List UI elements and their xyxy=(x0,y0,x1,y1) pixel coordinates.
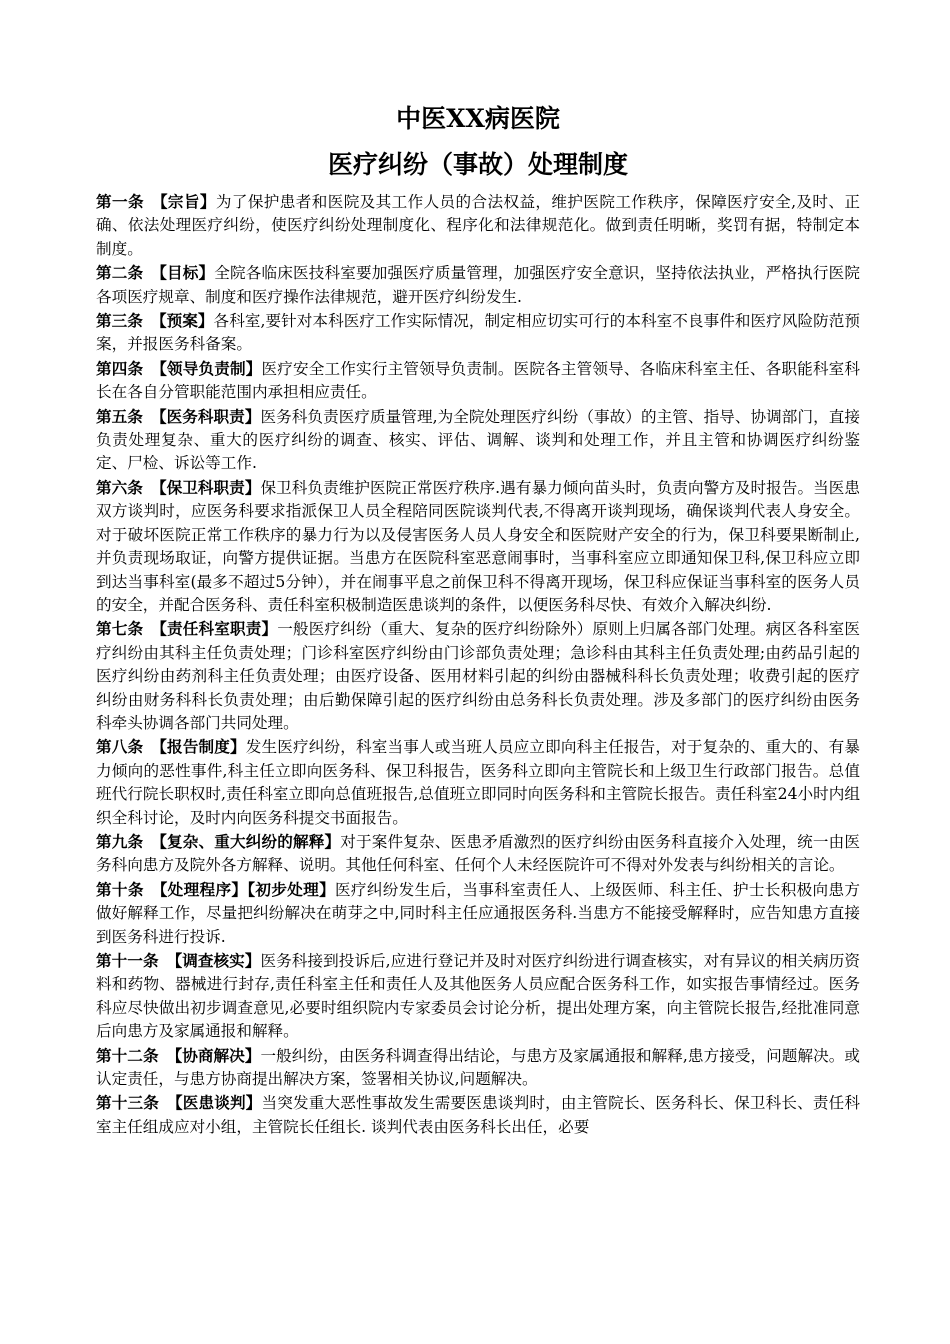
article-4 xyxy=(96,357,860,405)
article-heading: 【宗旨】 xyxy=(151,192,216,211)
article-number: 第八条 xyxy=(96,737,144,757)
document-title-regulation: 医疗纠纷（事故）处理制度 xyxy=(327,150,628,179)
article-number: 第十二条 xyxy=(96,1045,159,1065)
article-heading: 【预案】 xyxy=(150,311,214,331)
document-title-hospital: 中医XX病医院 xyxy=(396,104,560,133)
article-11 xyxy=(96,949,860,1044)
article-heading: 【协商解决】 xyxy=(166,1045,261,1065)
article-8 xyxy=(96,735,860,830)
article-1 xyxy=(96,190,860,261)
article-body: 一般纠纷，由医务科调查得出结论，与患方及家属通报和解释,患方接受，问题解决。或认定责任，与患方协商提出解决方案，签署相关协议,问题解决。 xyxy=(96,1046,860,1089)
article-number: 第十条 xyxy=(96,879,144,899)
article-body: 医疗纠纷发生后，当事科室责任人、上级医师、科主任、护士长积极向患方做好解释工作，尽量把纠纷解决在萌芽之中,同时科主任应通报医务科.当患方不能接受解释时，应告知患方直接到医务科进行投诉. xyxy=(96,880,860,946)
article-number: 第五条 xyxy=(96,406,143,426)
article-number: 第十三条 xyxy=(96,1093,160,1113)
article-13 xyxy=(96,1091,860,1139)
article-7 xyxy=(96,617,860,735)
article-6 xyxy=(96,476,860,617)
article-body: 医务科接到投诉后,应进行登记并及时对医疗纠纷进行调查核实，对有异议的相关病历资料和药物、器械进行封存,责任科室主任和责任人及其他医务人员应配合医务科工作，如实报告事情经过。医务科应尽快做出初步调查意见,必要时组织院内专家委员会讨论分析，提出处理方案，向主管院长报告,经批准同意后向患方及家属通报和解释。 xyxy=(96,952,860,1041)
article-body: 当突发重大恶性事故发生需要医患谈判时，由主管院长、医务科长、保卫科长、责任科室主任组成应对小组，主管院长任组长. 谈判代表由医务科长出任，必要 xyxy=(96,1094,860,1136)
article-body: 医疗安全工作实行主管领导负责制。医院各主管领导、各临床科室主任、各职能科室科长在各自分管职能范围内承担相应责任。 xyxy=(96,359,860,402)
article-body: 一般医疗纠纷（重大、复杂的医疗纠纷除外）原则上归属各部门处理。病区各科室医疗纠纷由其科主任负责处理；门诊科室医疗纠纷由门诊部负责处理；急诊科由其科主任负责处理;由药品引起的医疗纠纷由药剂科主任负责处理；由医疗设备、医用材料引起的纠纷由器械科科长负责处理；收费引起的医疗纠纷由财务科科长负责处理；由后勤保障引起的医疗纠纷由总务科长负责处理。涉及多部门的医疗纠纷由医务科牵头协调各部门共同处理。 xyxy=(96,620,860,732)
article-heading: 【医患谈判】 xyxy=(167,1093,262,1113)
article-body: 保卫科负责维护医院正常医疗秩序.遇有暴力倾向苗头时，负责向警方及时报告。当医患双方谈判时，应医务科要求指派保卫人员全程陪同医院谈判代表,不得离开谈判现场，确保谈判代表人身安全。对于破坏医院正常工作秩序的暴力行为以及侵害医务人员人身安全和医院财产安全的行为，保卫科要果断制止,并负责现场取证，向警方提供证据。当患方在医院科室恶意闹事时，当事科室应立即通知保卫科,保卫科应立即到达当事科室(最多不超过5分钟），并在闹事平息之前保卫科不得离开现场，保卫科应保证当事科室的医务人员的安全，并配合医务科、责任科室积极制造医患谈判的条件，以便医务科尽快、有效介入解决纠纷. xyxy=(96,478,860,614)
article-body: 对于案件复杂、医患矛盾激烈的医疗纠纷由医务科直接介入处理，统一由医务科向患方及院外各方解释、说明。其他任何科室、任何个人未经医院许可不得对外发表与纠纷相关的言论。 xyxy=(96,832,860,875)
article-number: 第十一条 xyxy=(96,951,159,970)
article-12 xyxy=(96,1044,860,1092)
article-10 xyxy=(96,878,860,949)
article-body: 医务科负责医疗质量管理,为全院处理医疗纠纷（事故）的主管、指导、协调部门，直接负责处理复杂、重大的医疗纠纷的调查、核实、评估、调解、谈判和处理工作，并且主管和协调医疗纠纷鉴定、尸检、诉讼等工作. xyxy=(96,407,860,473)
article-list xyxy=(96,190,860,1139)
article-number: 第四条 xyxy=(96,358,144,378)
article-9 xyxy=(96,830,860,878)
article-5 xyxy=(96,405,860,476)
article-heading: 【保卫科职责】 xyxy=(150,477,261,497)
article-number: 第二条 xyxy=(96,263,144,283)
article-heading: 【责任科室职责】 xyxy=(151,619,278,639)
article-body: 为了保护患者和医院及其工作人员的合法权益，维护医院工作秩序，保障医疗安全,及时、正确、依法处理医疗纠纷，使医疗纠纷处理制度化、程序化和法律规范化。做到责任明晰，奖罚有据，特制定本制度。 xyxy=(96,193,860,258)
article-heading: 【目标】 xyxy=(151,263,215,283)
article-heading: 【医务科职责】 xyxy=(150,406,261,426)
article-heading: 【调查核实】 xyxy=(166,951,261,970)
article-number: 第六条 xyxy=(96,477,143,497)
article-heading: 【处理程序】【初步处理】 xyxy=(151,879,335,899)
article-body: 各科室,要针对本科医疗工作实际情况，制定相应切实可行的本科室不良事件和医疗风险防范预案，并报医务科备案。 xyxy=(96,312,860,354)
article-number: 第三条 xyxy=(96,311,143,331)
article-body: 发生医疗纠纷，科室当事人或当班人员应立即向科主任报告，对于复杂的、重大的、有暴力倾向的恶性事件,科主任立即向医务科、保卫科报告，医务科立即向主管院长和上级卫生行政部门报告。总值班代行院长职权时,责任科室立即向总值班报告,总值班立即同时向医务科和主管院长报告。责任科室24小时内组织全科讨论，及时内向医务科提交书面报告。 xyxy=(96,738,860,827)
article-number: 第一条 xyxy=(96,192,144,211)
article-2 xyxy=(96,261,860,309)
article-heading: 【领导负责制】 xyxy=(151,358,262,378)
article-heading: 【复杂、重大纠纷的解释】 xyxy=(151,831,341,851)
article-body: 全院各临床医技科室要加强医疗质量管理，加强医疗安全意识，坚持依法执业，严格执行医院各项医疗规章、制度和医疗操作法律规范，避开医疗纠纷发生. xyxy=(96,264,860,306)
article-heading: 【报告制度】 xyxy=(151,737,246,757)
article-number: 第九条 xyxy=(96,831,144,851)
article-3 xyxy=(96,309,860,357)
article-number: 第七条 xyxy=(96,619,144,639)
